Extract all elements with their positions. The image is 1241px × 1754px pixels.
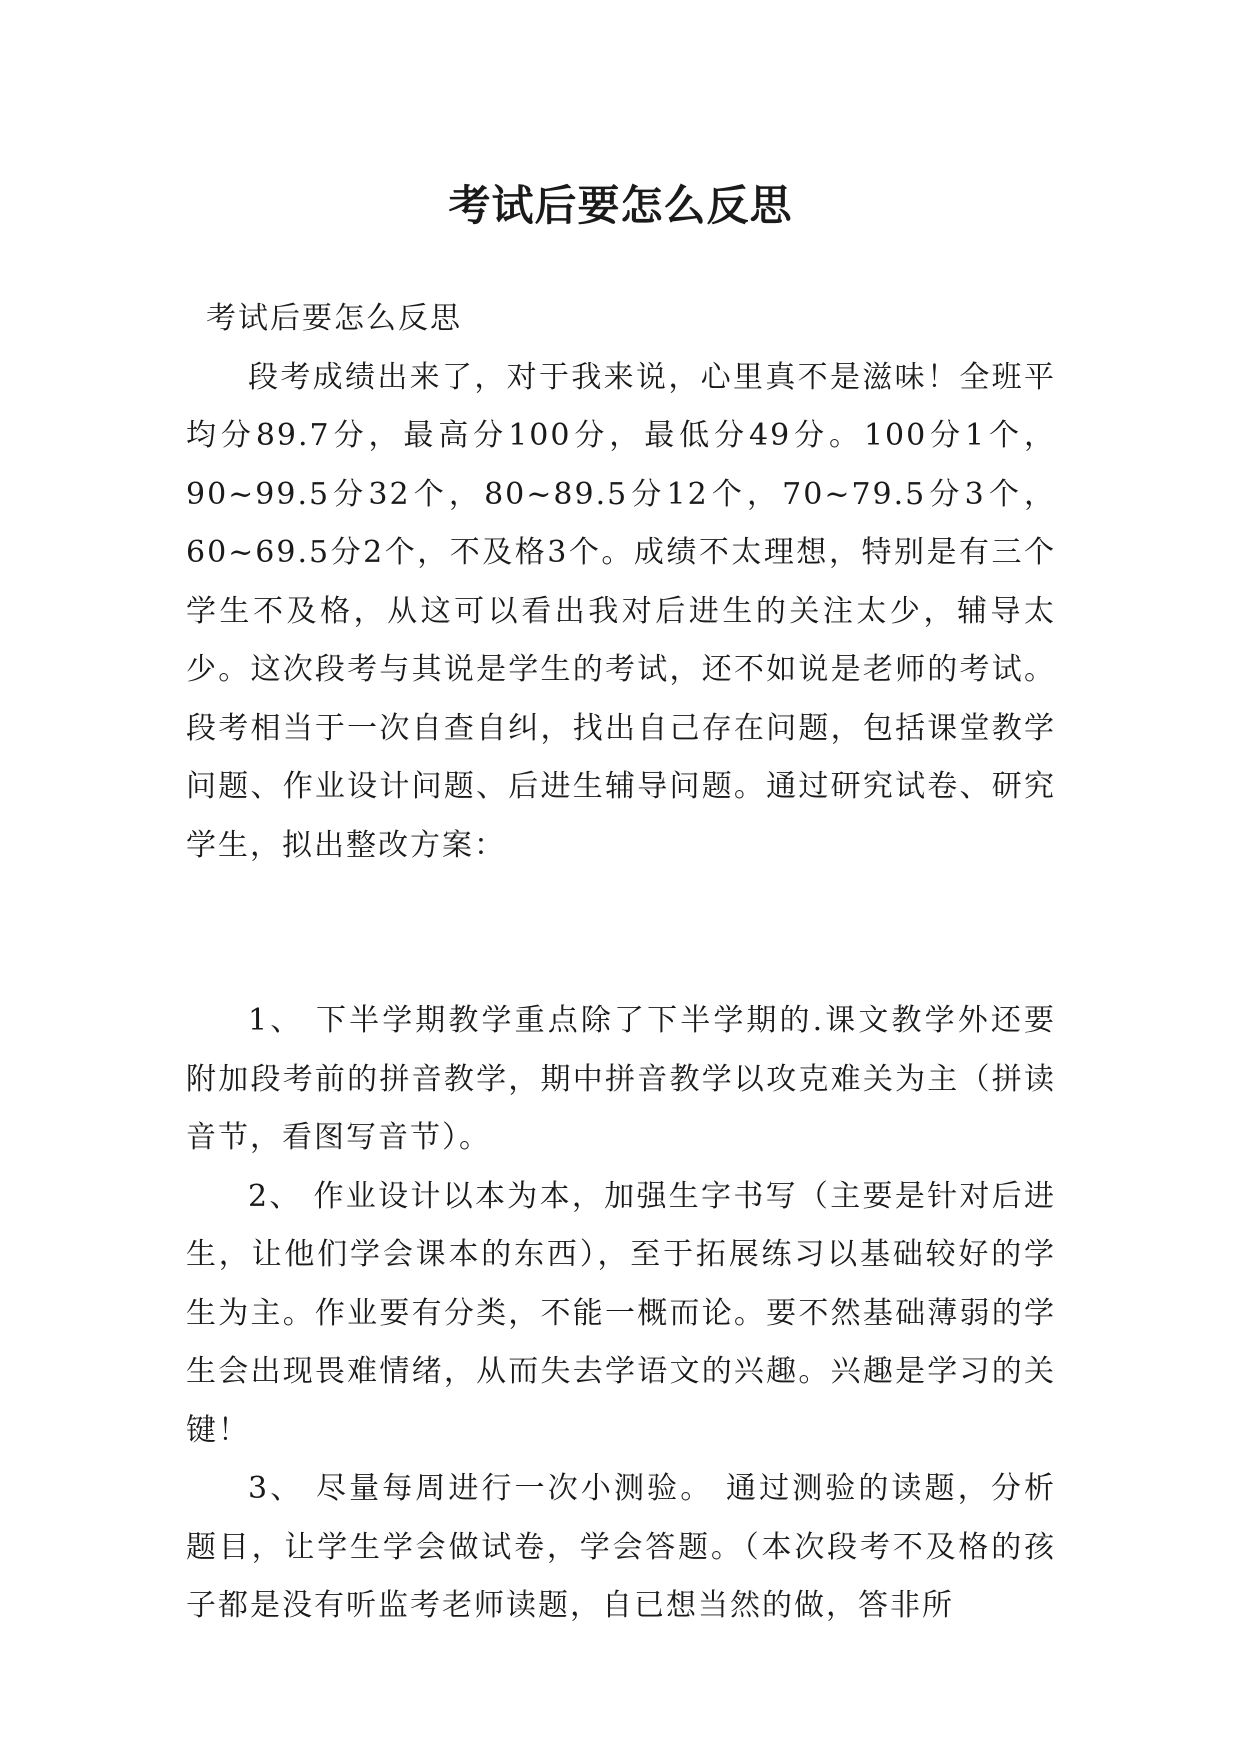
intro-paragraph: 段考成绩出来了，对于我来说，心里真不是滋味！全班平均分89.7分，最高分100分，最低分49分。100分1个，90~99.5分32个，80~89.5分12个，70~79.5分3个，60~69.5分2个，不及格3个。成绩不太理想，特别是有三个学生不及格，从这可以看出我对后进生的关注太少，辅导太少。这次段考与其说是学生的考试，还不如说是老师的考试。段考相当于一次自查自纠，找出自己存在问题，包括课堂教学问题、作业设计问题、后进生辅导问题。通过研究试卷、研究学生，拟出整改方案： <box>186 359 1056 863</box>
list-item: 1、 下半学期教学重点除了下半学期的.课文教学外还要附加段考前的拼音教学，期中拼音教学以攻克难关为主（拼读音节，看图写音节）。 <box>186 1003 1056 1155</box>
paragraph-spacer <box>186 875 1056 992</box>
list-item: 3、 尽量每周进行一次小测验。 通过测验的读题，分析题目，让学生学会做试卷，学会答题。（本次段考不及格的孩子都是没有听监考老师读题，自已想当然的做，答非所 <box>186 1471 1056 1623</box>
document-body <box>186 290 1056 1636</box>
list-item: 2、 作业设计以本为本，加强生字书写（主要是针对后进生，让他们学会课本的东西），至于拓展练习以基础较好的学生为主。作业要有分类，不能一概而论。要不然基础薄弱的学生会出现畏难情绪，从而失去学语文的兴趣。兴趣是学习的关键！ <box>186 1178 1056 1448</box>
document-subheading: 考试后要怎么反思 <box>206 301 462 336</box>
document-title: 考试后要怎么反思 <box>448 181 793 231</box>
